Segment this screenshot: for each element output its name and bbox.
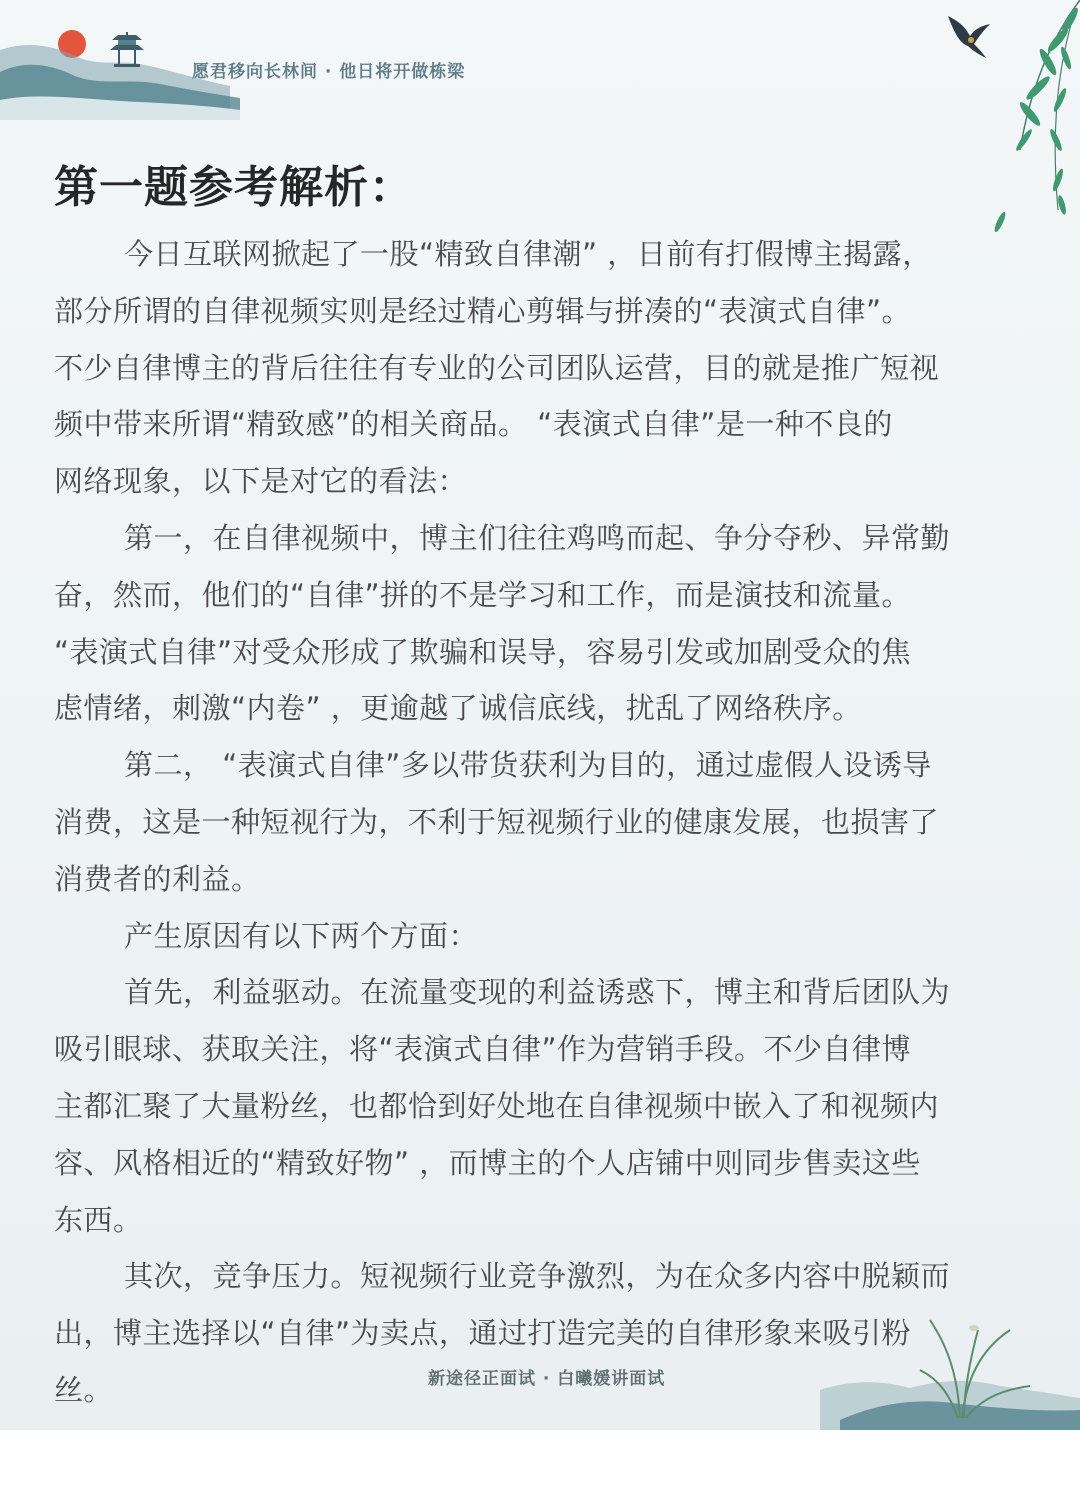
text-line: 东西。 bbox=[54, 1202, 143, 1237]
text-line: 出，博主选择以“自律”为卖点，通过打造完美的自律形象来吸引粉 bbox=[54, 1316, 912, 1351]
text-line: 首先，利益驱动。在流量变现的利益诱惑下，博主和背后团队为 bbox=[124, 975, 951, 1010]
text-line: 产生原因有以下两个方面： bbox=[124, 918, 479, 953]
willow-branch-icon bbox=[930, 0, 1080, 240]
text-line: 消费，这是一种短视行为，不利于短视频行业的健康发展，也损害了 bbox=[54, 804, 940, 839]
text-line: “表演式自律”对受众形成了欺骗和误导，容易引发或加剧受众的焦 bbox=[54, 634, 912, 669]
text-line: 其次，竞争压力。短视频行业竞争激烈，为在众多内容中脱颖而 bbox=[124, 1259, 951, 1294]
text-line: 容、风格相近的“精致好物” ，而博主的个人店铺中则同步售卖这些 bbox=[54, 1145, 921, 1180]
header-motto: 愿君移向长林间 · 他日将开做栋梁 bbox=[192, 62, 466, 82]
text-line: 第一，在自律视频中，博主们往往鸡鸣而起、争分夺秒、异常勤 bbox=[124, 520, 951, 555]
orchid-grass-icon bbox=[900, 1300, 1040, 1420]
article-body bbox=[54, 226, 1014, 1419]
text-line: 主都汇聚了大量粉丝，也都恰到好处地在自律视频中嵌入了和视频内 bbox=[54, 1088, 940, 1123]
text-line: 网络现象，以下是对它的看法： bbox=[54, 464, 468, 499]
text-line: 不少自律博主的背后往往有专业的公司团队运营，目的就是推广短视 bbox=[54, 350, 940, 385]
text-line: 丝。 bbox=[54, 1372, 114, 1407]
footer-brand: 新途径正面试 · 白曦媛讲面试 bbox=[428, 1369, 666, 1389]
text-line: 虑情绪，刺激“内卷” ，更逾越了诚信底线，扰乱了网络秩序。 bbox=[54, 691, 862, 726]
text-line: 消费者的利益。 bbox=[54, 861, 261, 896]
text-line: 今日互联网掀起了一股“精致自律潮” ，日前有打假博主揭露， bbox=[124, 237, 932, 271]
text-line: 第二， “表演式自律”多以带货获利为目的，通过虚假人设诱导 bbox=[124, 748, 932, 783]
text-line: 吸引眼球、获取关注，将“表演式自律”作为营销手段。不少自律博 bbox=[54, 1032, 912, 1067]
page-title: 第一题参考解析： bbox=[54, 162, 414, 213]
text-line: 频中带来所谓“精致感”的相关商品。 “表演式自律”是一种不良的 bbox=[54, 407, 893, 442]
text-line: 奋，然而，他们的“自律”拼的不是学习和工作，而是演技和流量。 bbox=[54, 577, 912, 612]
text-line: 部分所谓的自律视频实则是经过精心剪辑与拼凑的“表演式自律”。 bbox=[54, 293, 912, 328]
